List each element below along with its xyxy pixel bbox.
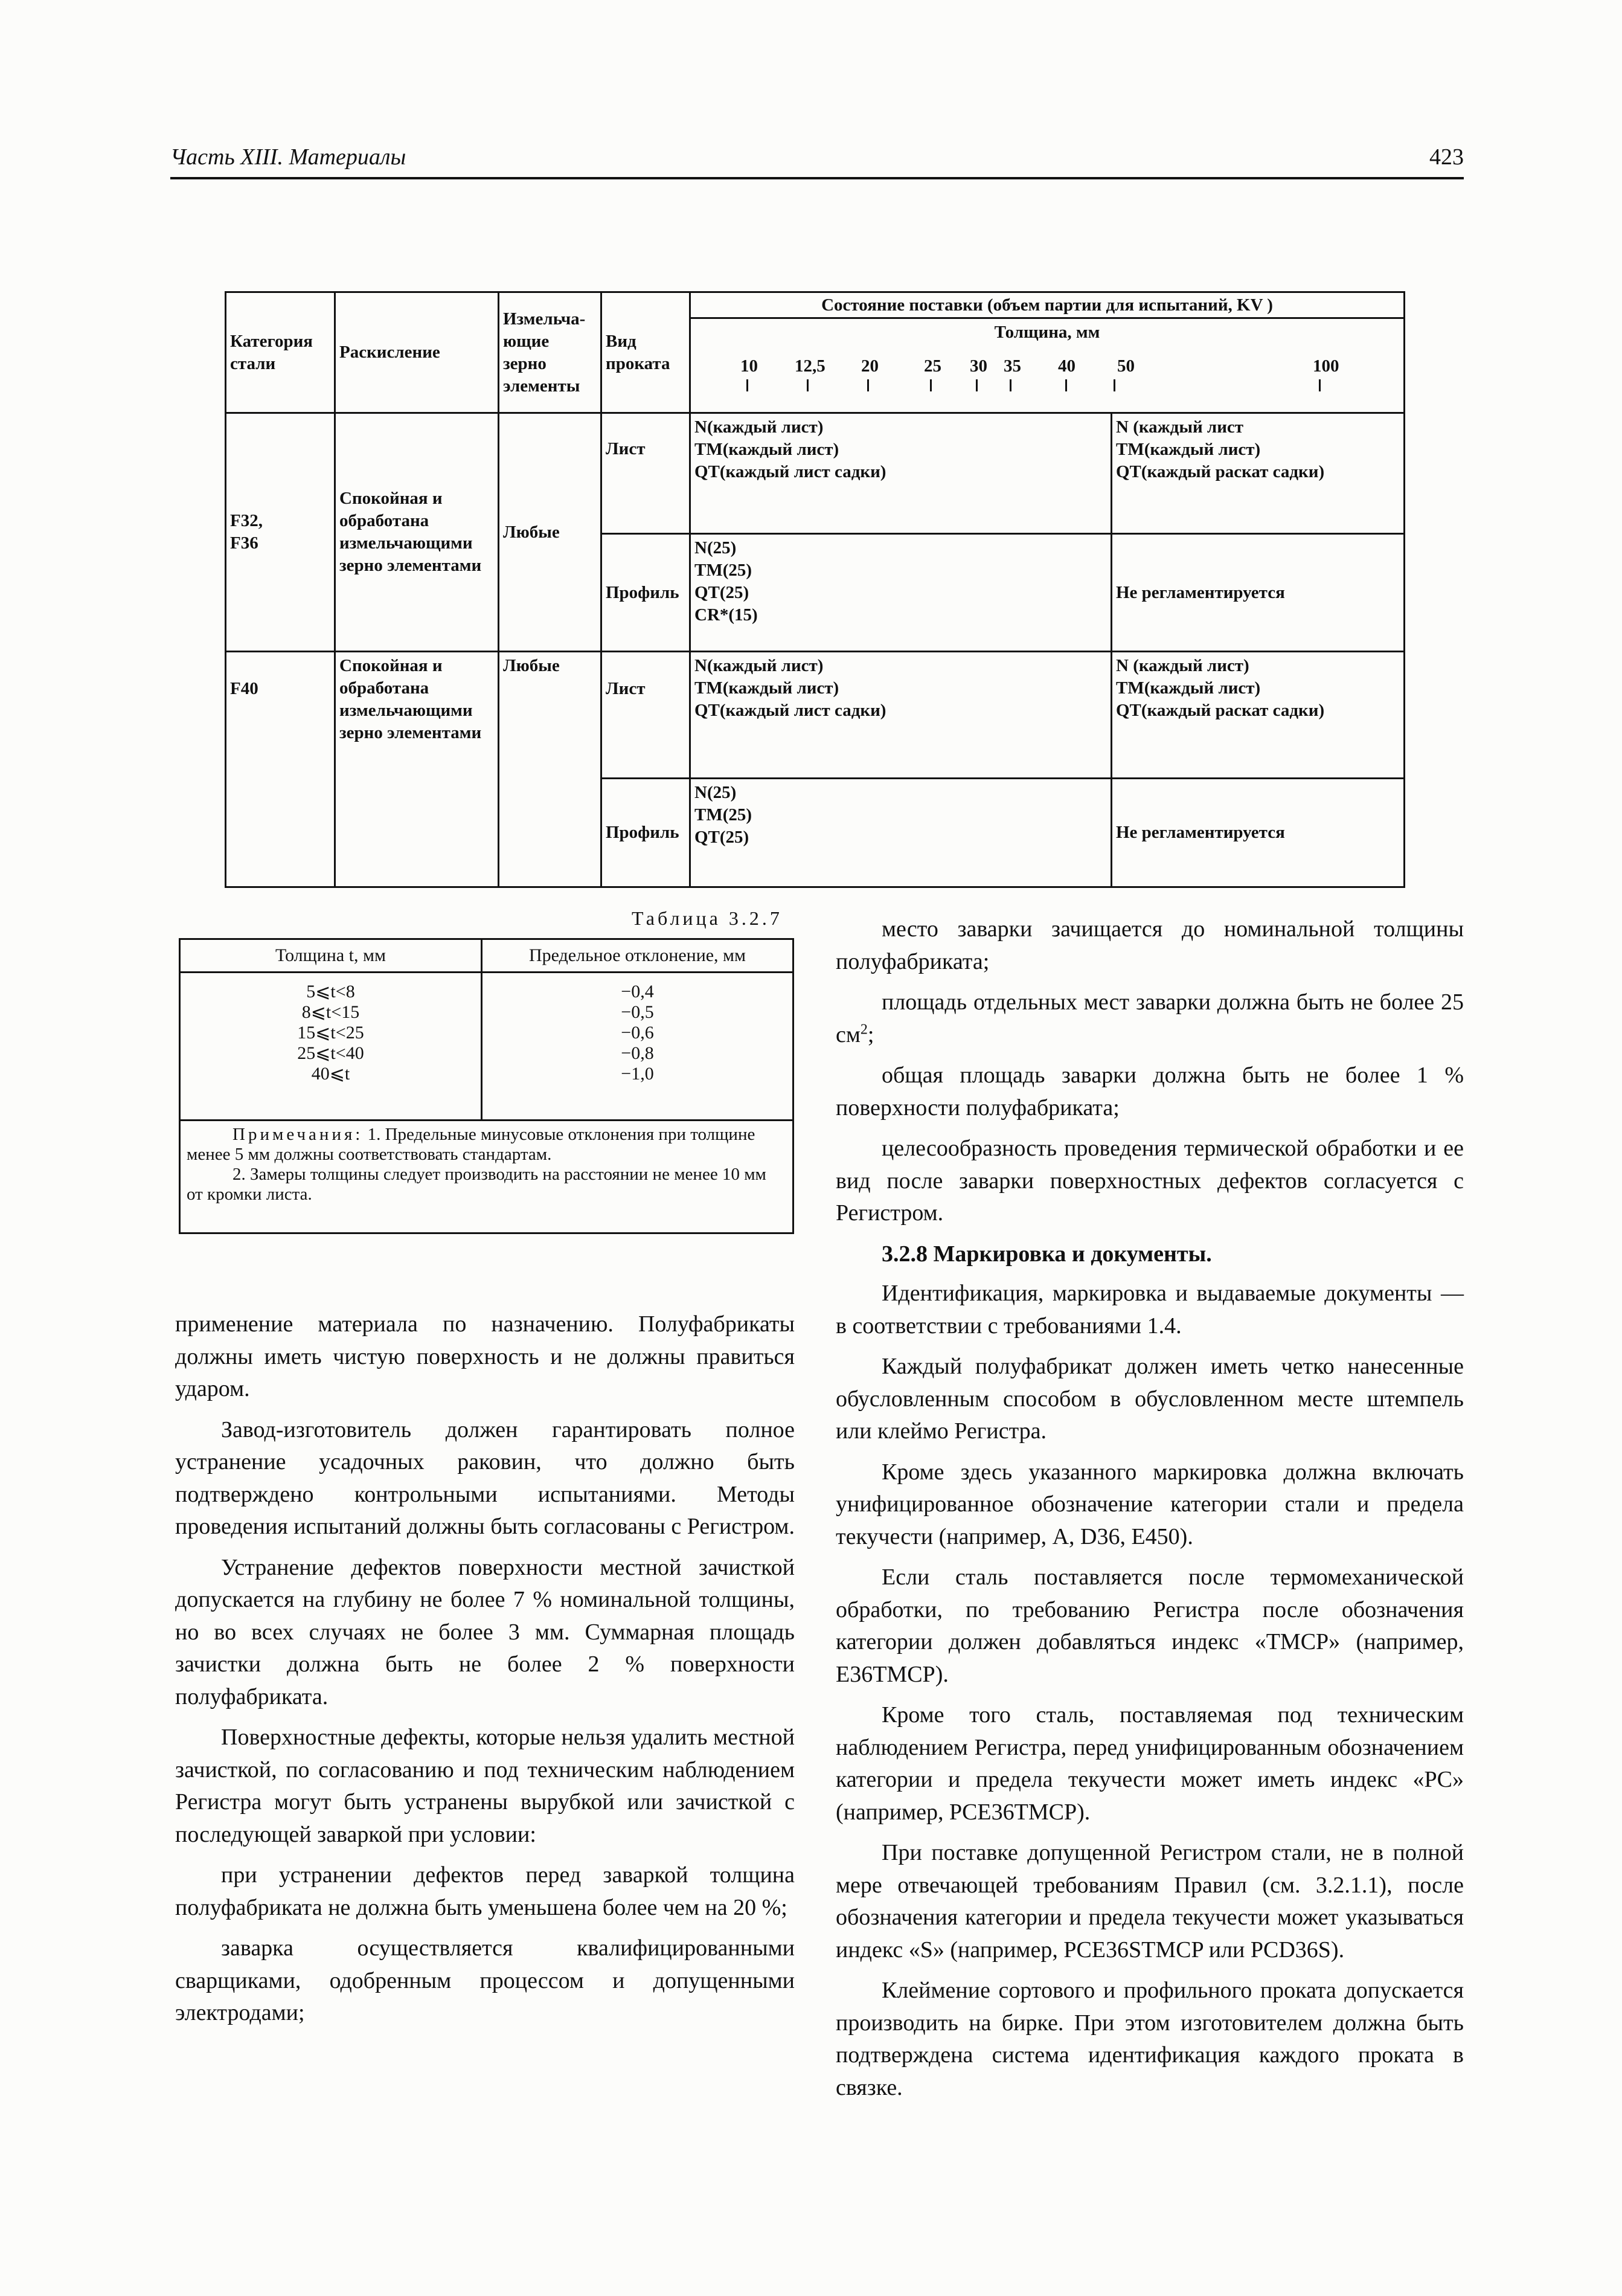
deoxidation-g2: Спокойная и обработана измельчающими зерно элементами — [335, 652, 499, 887]
header-category: Категория стали — [226, 292, 335, 413]
profile-g1-thick: Не регламентируется — [1112, 534, 1405, 652]
sheet-g2-thick: N (каждый лист) TM(каждый лист) QT(каждый раскат садки) — [1112, 652, 1405, 779]
paragraph: заварка осуществляется квалифицированными сварщиками, одобренным процессом и допущенными электродами; — [175, 1935, 795, 2025]
tick-label: 20 — [861, 356, 879, 376]
sheet-g2-thin: N(каждый лист) TM(каждый лист) QT(каждый лист садки) — [690, 652, 1112, 779]
left-text-column — [175, 1308, 795, 2038]
thickness-tolerance-table — [179, 938, 794, 1234]
tick-mark — [1010, 379, 1011, 391]
kind-sheet-g2: Лист — [601, 652, 690, 779]
thickness-ruler — [691, 319, 1403, 412]
profile-g2-thick: Не регламентируется — [1112, 779, 1405, 887]
paragraph: при устранении дефектов перед заваркой толщина полуфабриката не должна быть уменьшена более чем на 20 %; — [175, 1862, 795, 1920]
paragraph-text: ; — [867, 1021, 874, 1047]
paragraph: применение материала по назначению. Полуфабрикаты должны иметь чистую поверхность и не должны правиться ударом. — [175, 1311, 795, 1401]
paragraph: целесообразность проведения термической обработки и ее вид после заварки поверхностных дефектов согласуется с Регистром. — [836, 1136, 1464, 1226]
kind-profile-g2: Профиль — [601, 779, 690, 887]
paragraph — [836, 986, 1464, 1051]
tick-mark — [1065, 379, 1067, 391]
profile-g1-thin: N(25) TM(25) QT(25) CR*(15) — [690, 534, 1112, 652]
tick-label: 50 — [1117, 356, 1135, 376]
tick-label: 40 — [1058, 356, 1075, 376]
header-rule — [170, 177, 1464, 179]
tick-label: 35 — [1004, 356, 1021, 376]
sheet-g1-thick: N (каждый лист TM(каждый лист) QT(каждый раскат садки) — [1112, 413, 1405, 534]
table-notes — [180, 1121, 793, 1233]
deoxidation-g1: Спокойная и обработана измельчающими зерно элементами — [335, 413, 499, 652]
thickness-ranges: 5⩽t<8 8⩽t<15 15⩽t<25 25⩽t<40 40⩽t — [180, 973, 482, 1121]
tick-mark — [976, 379, 978, 391]
paragraph: место заварки зачищается до номинальной толщины полуфабриката; — [836, 916, 1464, 974]
deviation-values: −0,4 −0,5 −0,6 −0,8 −1,0 — [482, 973, 793, 1121]
section-heading: 3.2.8 Маркировка и документы. — [882, 1241, 1212, 1267]
paragraph-text: площадь отдельных мест заварки должна быть не более 25 см — [836, 989, 1464, 1047]
tick-mark — [746, 379, 748, 391]
paragraph: Идентификация, маркировка и выдаваемые документы — в соответствии с требованиями 1.4. — [836, 1281, 1464, 1339]
paragraph: При поставке допущенной Регистром стали, не в полной мере отвечающей требованиям Правил (см. 3.2.1.1), после обозначения категории и предела текучести может указываться индекс «S» (например, PCE36STMCP или PCD36S). — [836, 1840, 1464, 1963]
paragraph: Кроме того сталь, поставляемая под техническим наблюдением Регистра, перед унифицированным обозначением категории и предела текучести может иметь индекс «PC» (например, PCE36TMCP). — [836, 1702, 1464, 1825]
table-327-caption: Таблица 3.2.7 — [632, 907, 783, 929]
category-f40: F40 — [226, 652, 335, 887]
delivery-condition-table — [225, 291, 1405, 888]
tick-mark — [1319, 379, 1321, 391]
tick-mark — [807, 379, 809, 391]
tick-label: 25 — [924, 356, 941, 376]
thickness-label: Толщина, мм — [994, 323, 1100, 342]
sheet-g1-thin: N(каждый лист) TM(каждый лист) QT(каждый лист садки) — [690, 413, 1112, 534]
header-deoxidation: Раскисление — [335, 292, 499, 413]
paragraph: Клеймение сортового и профильного проката допускается производить на бирке. При этом изготовителем должна быть подтверждена система идентификация каждого проката в связке. — [836, 1978, 1464, 2100]
header-product-kind: Вид проката — [601, 292, 690, 413]
note-2: 2. Замеры толщины следует производить на расстоянии не менее 10 мм от кромки листа. — [187, 1165, 766, 1204]
tick-label: 100 — [1313, 356, 1339, 376]
header-grain-elements: Измельча-ющие зерно элементы — [499, 292, 601, 413]
header-thickness: Толщина t, мм — [180, 939, 482, 973]
kind-sheet-g1: Лист — [601, 413, 690, 534]
tick-label: 10 — [740, 356, 758, 376]
paragraph: Каждый полуфабрикат должен иметь четко нанесенные обусловленным способом в обусловленном месте штемпель или клеймо Регистра. — [836, 1354, 1464, 1444]
header-delivery-state — [690, 292, 1405, 413]
delivery-state-title: Состояние поставки (объем партии для испытаний, KV ) — [691, 293, 1403, 319]
running-header-title: Часть XIII. Материалы — [170, 144, 406, 170]
paragraph: Устранение дефектов поверхности местной зачисткой допускается на глубину не более 7 % номинальной толщины, но во всех случаях не более 3 мм. Суммарная площадь зачистки должна быть не более 2 % поверхности полуфабриката. — [175, 1554, 795, 1709]
paragraph: Завод-изготовитель должен гарантировать полное устранение усадочных раковин, что должно быть подтверждено контрольными испытаниями. Методы проведения испытаний должны быть согласованы с Регистром. — [175, 1417, 795, 1539]
tick-mark — [1114, 379, 1115, 391]
paragraph: Кроме здесь указанного маркировка должна включать унифицированное обозначение категории стали и предела текучести (например, A, D36, E450). — [836, 1459, 1464, 1549]
tick-label: 12,5 — [795, 356, 825, 376]
page-number: 423 — [1429, 144, 1464, 170]
kind-profile-g1: Профиль — [601, 534, 690, 652]
notes-label: Примечания: — [232, 1125, 364, 1144]
right-text-column — [836, 913, 1464, 2112]
paragraph: Если сталь поставляется после термомеханической обработки, по требованию Регистра после обозначения категории должен добавляться индекс «TMCP» (например, E36TMCP). — [836, 1564, 1464, 1687]
paragraph: общая площадь заварки должна быть не более 1 % поверхности полуфабриката; — [836, 1063, 1464, 1121]
tick-mark — [867, 379, 869, 391]
tick-label: 30 — [970, 356, 987, 376]
profile-g2-thin: N(25) TM(25) QT(25) — [690, 779, 1112, 887]
grain-g2: Любые — [499, 652, 601, 887]
paragraph: Поверхностные дефекты, которые нельзя удалить местной зачисткой, по согласованию и под техническим наблюдением Регистра могут быть устранены вырубкой или зачисткой с последующей заваркой при условии: — [175, 1725, 795, 1847]
grain-g1: Любые — [499, 413, 601, 652]
header-deviation: Предельное отклонение, мм — [482, 939, 793, 973]
category-f32-f36: F32, F36 — [226, 413, 335, 652]
tick-mark — [930, 379, 932, 391]
superscript: 2 — [860, 1021, 868, 1037]
note-1: 1. Предельные минусовые отклонения при толщине менее 5 мм должны соответствовать стандартам. — [187, 1125, 755, 1164]
